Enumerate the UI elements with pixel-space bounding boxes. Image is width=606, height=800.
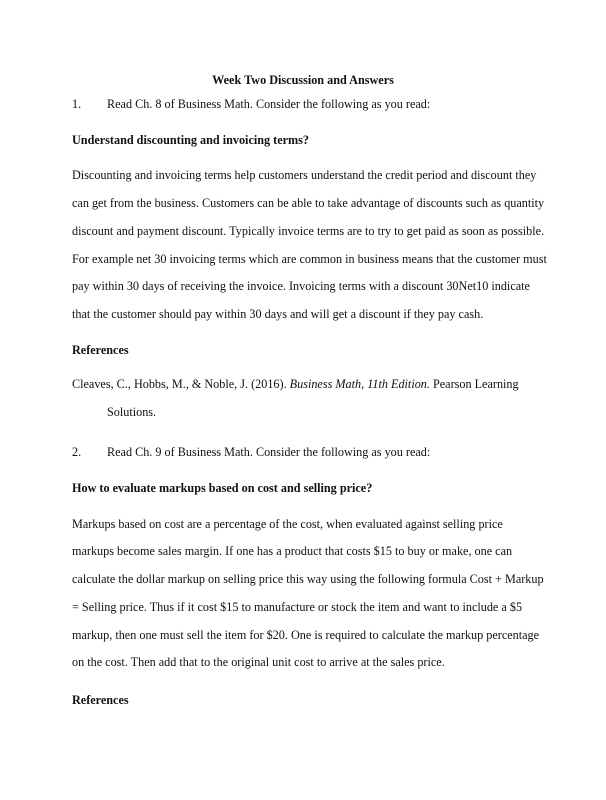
section-1-answer-line: pay within 30 days of receiving the invoice. Invoicing terms with a discount 30Net10 indicate bbox=[72, 279, 530, 293]
section-2-answer-line: calculate the dollar markup on selling price this way using the following formula Cost + Markup bbox=[72, 572, 544, 586]
section-2-references-heading: References bbox=[72, 693, 129, 707]
section-1-reference-continuation: Solutions. bbox=[107, 405, 157, 419]
section-1-reference bbox=[72, 376, 519, 392]
section-2-number: 2. bbox=[72, 445, 82, 459]
reference-publisher: Pearson Learning bbox=[429, 377, 519, 391]
document-title: Week Two Discussion and Answers bbox=[212, 73, 394, 87]
section-1-answer-line: Discounting and invoicing terms help customers understand the credit period and discount they bbox=[72, 168, 537, 182]
section-2-answer-line: = Selling price. Thus if it cost $15 to manufacture or stock the item and want to include a $5 bbox=[72, 600, 523, 614]
reference-authors: Cleaves, C., Hobbs, M., & Noble, J. (2016). bbox=[72, 377, 290, 391]
section-2-answer-line: markup, then one must sell the item for $20. One is required to calculate the markup percentage bbox=[72, 628, 540, 642]
section-1-question: Understand discounting and invoicing terms? bbox=[72, 133, 310, 147]
section-2-answer-line: markups become sales margin. If one has a product that costs $15 to buy or make, one can bbox=[72, 544, 513, 558]
section-1-prompt-text: Read Ch. 8 of Business Math. Consider the following as you read: bbox=[107, 97, 431, 111]
section-2-question: How to evaluate markups based on cost and selling price? bbox=[72, 481, 373, 495]
section-1-answer-line: can get from the business. Customers can be able to take advantage of discounts such as quantity bbox=[72, 196, 545, 210]
section-1-answer-line: discount and payment discount. Typically invoice terms are to try to get paid as soon as possible. bbox=[72, 224, 545, 238]
section-1-answer-line: For example net 30 invoicing terms which are common in business means that the customer must bbox=[72, 252, 547, 266]
reference-book-title: Business Math, 11th Edition. bbox=[289, 377, 430, 391]
section-1-answer-line: that the customer should pay within 30 days and will get a discount if they pay cash. bbox=[72, 307, 484, 321]
section-2-answer-line: on the cost. Then add that to the original unit cost to arrive at the sales price. bbox=[72, 655, 445, 669]
section-2-prompt-text: Read Ch. 9 of Business Math. Consider the following as you read: bbox=[107, 445, 431, 459]
section-2-answer-line: Markups based on cost are a percentage of the cost, when evaluated against selling price bbox=[72, 517, 503, 531]
section-1-references-heading: References bbox=[72, 343, 129, 357]
section-1-number: 1. bbox=[72, 97, 82, 111]
